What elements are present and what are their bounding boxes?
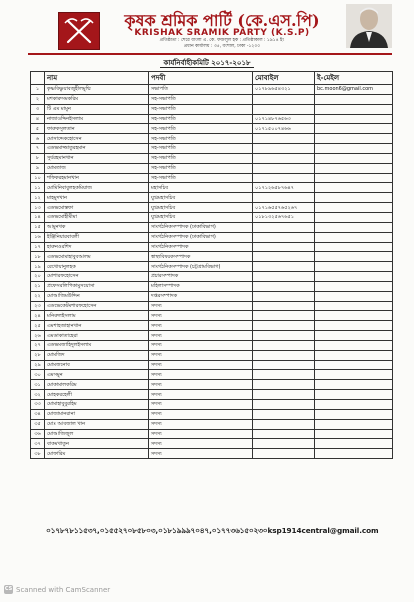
cell-email [315, 350, 393, 360]
cell-name: মোকামালকরিম [45, 380, 149, 390]
table-row [31, 193, 393, 203]
cell-name: এডভমোমাহাবুবআলম [45, 252, 149, 262]
table-row [31, 419, 393, 429]
address-line-office: প্রধান কার্যালয় : ৩৫, বংশাল, ঢাকা -১২০০ [183, 44, 261, 49]
table-row [31, 340, 393, 350]
cell-mobile [253, 134, 315, 144]
cell-serial: ১৪ [31, 212, 45, 222]
cell-name: এমশাহজাহানখান [45, 321, 149, 331]
cell-serial: ৮ [31, 153, 45, 163]
cell-serial: ২৭ [31, 340, 45, 350]
header-serial [31, 72, 45, 85]
cell-email: bc.moon6@gmail.com [315, 85, 393, 95]
cell-designation: সহ-সভাপতি [149, 104, 253, 114]
committee-table [30, 71, 393, 459]
cell-mobile [253, 104, 315, 114]
table-row [31, 400, 393, 410]
cell-email [315, 94, 393, 104]
table-row [31, 311, 393, 321]
table-row [31, 262, 393, 272]
cell-serial: ৩২ [31, 390, 45, 400]
footer-contact-line: ০১৭৮৭৮১১৫৩৭,০১৫৫২৭০৮৫৮০৩,০১৮১৯৯৯৭০৪৭,০১৭৭৩৬১৫০২৩০ksp1914central@gmail.com [46, 526, 379, 535]
cell-serial: ১২ [31, 193, 45, 203]
cell-name: মোমজিদ [45, 350, 149, 360]
cell-serial: ১৬ [31, 232, 45, 242]
cell-email [315, 429, 393, 439]
cell-serial: ৩৮ [31, 449, 45, 459]
cell-mobile [253, 429, 315, 439]
cell-name: এডভমাজ্জাতুরহমান [45, 144, 149, 154]
cell-mobile: ০১৭১২৬৫৮৭৬৪৭ [253, 183, 315, 193]
cell-email [315, 242, 393, 252]
cell-designation: সদস্য [149, 370, 253, 380]
table-row [31, 301, 393, 311]
cell-email [315, 124, 393, 134]
cell-name: কৃষ্ণবিষ্ণুয়াবজুহীলমুম্মি [45, 85, 149, 95]
cell-mobile [253, 291, 315, 301]
table-row [31, 429, 393, 439]
cell-name: এডভমোস্তফা [45, 203, 149, 213]
cell-serial: ১১ [31, 183, 45, 193]
cell-designation: সহ-সভাপতি [149, 94, 253, 104]
cell-name: রেখোয়ানুলহক [45, 262, 149, 272]
cell-mobile [253, 272, 315, 282]
cell-designation: যুগ্মমহাসচিব [149, 212, 253, 222]
cell-serial: ৩৩ [31, 400, 45, 410]
cell-email [315, 390, 393, 400]
cell-name: আমুনখক [45, 222, 149, 232]
cell-mobile: ০১৭১৫০০৭৪৬৬ [253, 124, 315, 134]
cell-mobile [253, 340, 315, 350]
cell-email [315, 193, 393, 203]
cell-designation: সাংগঠনিকসম্পাদক (ঢাকাবিভাগ) [149, 232, 253, 242]
cell-mobile [253, 242, 315, 252]
cell-serial: ২০ [31, 272, 45, 282]
cell-designation: সাংগঠনিকসম্পাদক (ঢাকাবিভাগ) [149, 222, 253, 232]
cell-email [315, 291, 393, 301]
cell-mobile [253, 144, 315, 154]
table-row [31, 183, 393, 193]
cell-email [315, 252, 393, 262]
cell-email [315, 400, 393, 410]
cell-serial: ২৮ [31, 350, 45, 360]
letterhead-address [104, 38, 340, 50]
table-row [31, 94, 393, 104]
cell-serial: ৩১ [31, 380, 45, 390]
table-row [31, 163, 393, 173]
table-row [31, 370, 393, 380]
cell-designation: সহ-সভাপতি [149, 153, 253, 163]
cell-serial: ৩ [31, 104, 45, 114]
cell-mobile: ০১৭১৪৮৭৬৫৬৩ [253, 114, 315, 124]
cell-designation: সদস্য [149, 449, 253, 459]
cell-designation: সভাপতি [149, 85, 253, 95]
table-row [31, 439, 393, 449]
cell-designation: সহ-সভাপতি [149, 134, 253, 144]
cell-name: মোহকরহেলী [45, 390, 149, 400]
cell-name: হারুনওরশিদ [45, 242, 149, 252]
cell-designation: সাংগঠনিকসম্পাদক [149, 242, 253, 252]
cell-name: মাহমুদখান [45, 193, 149, 203]
committee-table-body [31, 85, 393, 459]
table-row [31, 222, 393, 232]
table-row [31, 134, 393, 144]
table-row [31, 360, 393, 370]
table-row [31, 85, 393, 95]
cell-email [315, 222, 393, 232]
cell-mobile [253, 390, 315, 400]
cell-name: মোজামানরানা [45, 409, 149, 419]
cell-mobile [253, 370, 315, 380]
cell-email [315, 439, 393, 449]
cell-email [315, 370, 393, 380]
cell-mobile [253, 193, 315, 203]
party-name-english: KRISHAK SRAMIK PARTY (K.S.P) [134, 28, 310, 38]
cell-mobile [253, 350, 315, 360]
table-row [31, 331, 393, 341]
cell-serial: ২৩ [31, 301, 45, 311]
cell-email [315, 311, 393, 321]
cell-mobile [253, 400, 315, 410]
table-row [31, 153, 393, 163]
cell-designation: সদস্য [149, 400, 253, 410]
sheet-title: কার্যনির্বাহীকমিটি ২০১৭-২০১৮ [163, 59, 251, 67]
cell-designation: যুগ্মমহাসচিব [149, 193, 253, 203]
header-name: নাম [45, 72, 149, 85]
cell-name: মোমিনিবাবুলহকমিয়াজ [45, 183, 149, 193]
cell-serial: ১৫ [31, 222, 45, 232]
table-row [31, 104, 393, 114]
cell-serial: ২১ [31, 281, 45, 291]
cell-serial: ২৯ [31, 360, 45, 370]
title-underline [160, 67, 254, 68]
camscanner-icon: CS [4, 586, 13, 592]
cell-designation: সদস্য [149, 350, 253, 360]
table-row [31, 272, 393, 282]
cell-email [315, 409, 393, 419]
cell-designation: সদস্য [149, 439, 253, 449]
cell-serial: ৩৪ [31, 409, 45, 419]
cell-mobile [253, 173, 315, 183]
cell-email [315, 331, 393, 341]
crossed-tools-icon [59, 13, 99, 49]
cell-name: মোঃ আবজাল খান [45, 419, 149, 429]
party-logo [58, 12, 100, 50]
cell-designation: সদস্য [149, 380, 253, 390]
cell-serial: ১৭ [31, 242, 45, 252]
cell-designation: সহ-সভাপতি [149, 144, 253, 154]
cell-serial: ৯ [31, 163, 45, 173]
cell-designation: সহ-সভাপতি [149, 114, 253, 124]
cell-email [315, 321, 393, 331]
cell-designation: সদস্য [149, 409, 253, 419]
cell-designation: সদস্য [149, 321, 253, 331]
cell-designation: সদস্য [149, 301, 253, 311]
header-designation: পদবী [149, 72, 253, 85]
cell-name: মোমতাজ [45, 163, 149, 173]
cell-name: এমসমুন [45, 370, 149, 380]
cell-email [315, 212, 393, 222]
cell-name: মোশারফহোসেন [45, 272, 149, 282]
cell-email [315, 183, 393, 193]
cell-email [315, 281, 393, 291]
cell-mobile [253, 380, 315, 390]
table-row [31, 449, 393, 459]
cell-name: মোআজিমউদ্দিন [45, 291, 149, 301]
cell-name: টি এম মামুন [45, 104, 149, 114]
cell-serial: ৭ [31, 144, 45, 154]
letterhead-divider [28, 53, 392, 55]
table-row [31, 380, 393, 390]
scan-watermark-text: Scanned with CamScanner [16, 585, 111, 594]
cell-serial: ২৬ [31, 331, 45, 341]
cell-serial: ৩৫ [31, 419, 45, 429]
header-email: ই-মেইল [315, 72, 393, 85]
cell-designation: সদস্য [149, 311, 253, 321]
cell-designation: সদস্য [149, 390, 253, 400]
cell-designation: সহ-সভাপতি [149, 124, 253, 134]
table-row [31, 144, 393, 154]
cell-email [315, 419, 393, 429]
cell-serial: ১ [31, 85, 45, 95]
cell-email [315, 449, 393, 459]
cell-mobile [253, 153, 315, 163]
cell-designation: স্বাস্থ্যবিষয়কসম্পাদক [149, 252, 253, 262]
cell-mobile [253, 262, 315, 272]
cell-email [315, 262, 393, 272]
cell-mobile [253, 222, 315, 232]
cell-mobile [253, 360, 315, 370]
cell-mobile: ০১৮১৩২৫৬৭৬৫১ [253, 212, 315, 222]
cell-email [315, 232, 393, 242]
cell-designation: সদস্য [149, 419, 253, 429]
cell-mobile [253, 439, 315, 449]
cell-email [315, 173, 393, 183]
address-line-founder: প্রতিষ্ঠাতা : শেরে বাংলা এ. কে. ফজলুল হক : প্রতিষ্ঠাকাল : ১৯১৪ ইং [159, 38, 285, 43]
cell-name: বাকমখাতুন [45, 439, 149, 449]
table-row [31, 232, 393, 242]
cell-name: মোআজিজুল [45, 429, 149, 439]
cell-mobile [253, 419, 315, 429]
header-mobile: মোবাইল [253, 72, 315, 85]
cell-mobile [253, 252, 315, 262]
cell-serial: ১৩ [31, 203, 45, 213]
leader-portrait [346, 4, 392, 48]
cell-email [315, 104, 393, 114]
cell-serial: ২৫ [31, 321, 45, 331]
cell-name: এমডাকাতাহেরা [45, 331, 149, 341]
cell-serial: ৩০ [31, 370, 45, 380]
cell-serial: ৩৬ [31, 429, 45, 439]
cell-mobile [253, 331, 315, 341]
cell-designation: সদস্য [149, 360, 253, 370]
cell-designation: সাংগঠনিকসম্পাদক (চট্টগ্রামবিভাগ) [149, 262, 253, 272]
cell-mobile [253, 163, 315, 173]
cell-email [315, 163, 393, 173]
cell-designation: সদস্য [149, 331, 253, 341]
cell-designation: প্রচারসম্পাদক [149, 272, 253, 282]
cell-serial: ৩৭ [31, 439, 45, 449]
cell-email [315, 153, 393, 163]
cell-designation: সহ-সভাপতি [149, 163, 253, 173]
cell-email [315, 144, 393, 154]
cell-name: এডভেকেটমশারফহোসেন [45, 301, 149, 311]
cell-mobile [253, 94, 315, 104]
table-row [31, 281, 393, 291]
cell-serial: ২৪ [31, 311, 45, 321]
cell-designation: সহ-সভাপতি [149, 173, 253, 183]
cell-designation: দপ্তরসম্পাদক [149, 291, 253, 301]
table-row [31, 321, 393, 331]
cell-serial: ১০ [31, 173, 45, 183]
cell-serial: ৪ [31, 114, 45, 124]
cell-serial: ১৮ [31, 252, 45, 262]
table-row [31, 350, 393, 360]
cell-designation: সদস্য [149, 429, 253, 439]
cell-name: মোমাহাবুবুরহিম [45, 400, 149, 410]
cell-name: মশকারুসমকরিম [45, 94, 149, 104]
cell-mobile [253, 311, 315, 321]
table-row [31, 291, 393, 301]
cell-name: এডভমোহীমীমা [45, 212, 149, 222]
cell-email [315, 380, 393, 390]
cell-designation: মহিলাসম্পাদক [149, 281, 253, 291]
scan-watermark [4, 585, 110, 594]
table-row [31, 390, 393, 400]
cell-serial: ১৯ [31, 262, 45, 272]
table-row [31, 173, 393, 183]
portrait-image-icon [346, 4, 392, 48]
cell-serial: ৬ [31, 134, 45, 144]
cell-name: নাজাওদ্দিনইসলাম [45, 114, 149, 124]
cell-designation: যুগ্মমহাসচিব [149, 203, 253, 213]
cell-mobile [253, 321, 315, 331]
cell-mobile [253, 301, 315, 311]
cell-name: মনিরুলইসলাম [45, 311, 149, 321]
cell-email [315, 114, 393, 124]
table-row [31, 409, 393, 419]
cell-mobile [253, 281, 315, 291]
cell-name: ফারুকসুলতান [45, 124, 149, 134]
cell-serial: ৫ [31, 124, 45, 134]
cell-name: প্রফেসরলিপিকামুসয়োসা [45, 281, 149, 291]
cell-name: এডভমজাহিদুলইসলাম [45, 340, 149, 350]
cell-email [315, 134, 393, 144]
cell-name: মোফারিম [45, 449, 149, 459]
cell-serial: ২২ [31, 291, 45, 301]
cell-serial: ২ [31, 94, 45, 104]
cell-name: মোসাদ্দেকহোসেন [45, 134, 149, 144]
table-row [31, 124, 393, 134]
cell-mobile: ০১৭৮৯৬৫৪৩২১ [253, 85, 315, 95]
cell-email [315, 360, 393, 370]
cell-name: শফিকরহমানখান [45, 173, 149, 183]
cell-mobile [253, 449, 315, 459]
cell-mobile [253, 232, 315, 242]
cell-mobile: ০১৭১৬৫৫৭৬৫২৬৭ [253, 203, 315, 213]
cell-name: ইঞ্জিনিয়ারবাবলী [45, 232, 149, 242]
table-header-row [31, 72, 393, 85]
cell-name: মোমজনোব [45, 360, 149, 370]
cell-email [315, 301, 393, 311]
party-name-bangla: কৃষক শ্রমিক পার্টি (কে.এস.পি) [124, 11, 320, 30]
table-row [31, 252, 393, 262]
table-row [31, 242, 393, 252]
cell-email [315, 340, 393, 350]
table-row [31, 203, 393, 213]
cell-mobile [253, 409, 315, 419]
cell-designation: মহাসচিব [149, 183, 253, 193]
cell-designation: সদস্য [149, 340, 253, 350]
table-row [31, 114, 393, 124]
cell-email [315, 203, 393, 213]
cell-email [315, 272, 393, 282]
cell-name: সুর্যরহমানখান [45, 153, 149, 163]
table-row [31, 212, 393, 222]
